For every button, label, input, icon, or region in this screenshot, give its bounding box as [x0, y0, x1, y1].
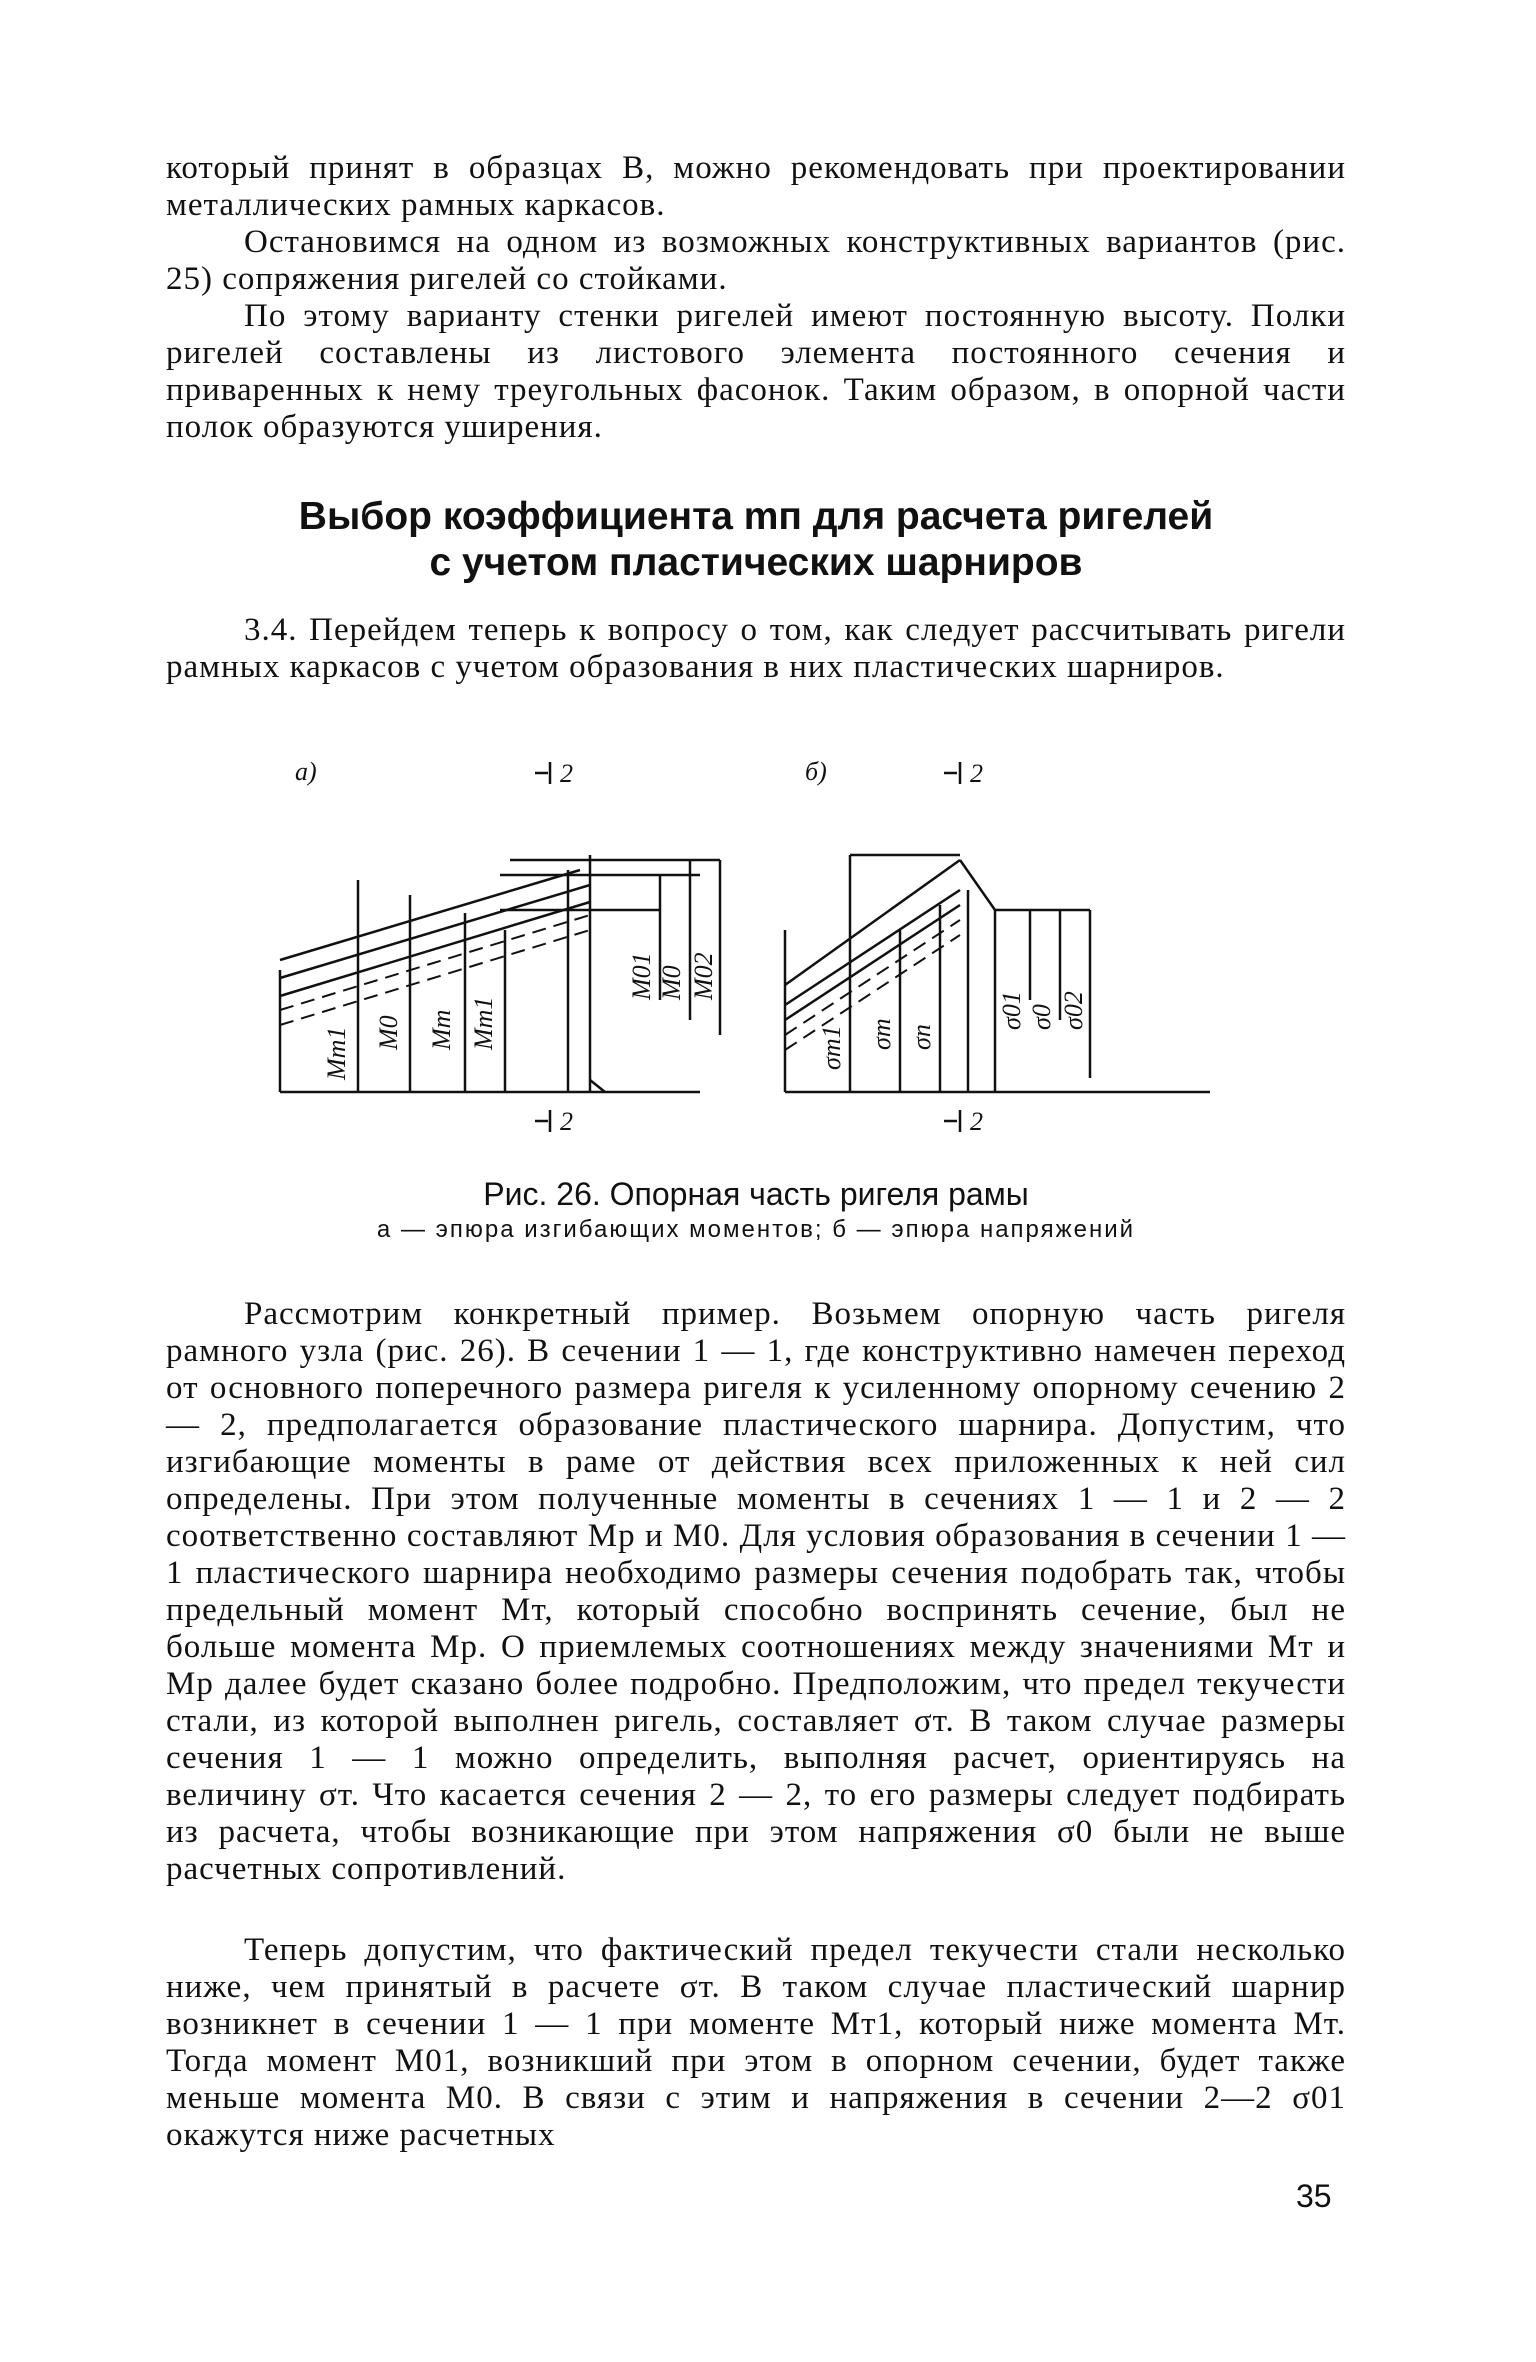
- section-heading-line2: с учетом пластических шарниров: [429, 541, 1083, 584]
- paragraph-variant: Остановимся на одном из возможных конструктивных вариантов (рис. 25) сопряжения ригелей со стойками.: [166, 224, 1346, 297]
- section-mark-2-b: 2: [970, 759, 983, 788]
- paragraph-yield-lower: Теперь допустим, что фактический предел текучести стали несколько ниже, чем принятый в расчете σт. В таком случае пластический шарнир возникнет в сечении 1 — 1 при моменте Мт1, который ниже момента Мт. Тогда момент М01, возникший при этом в опорном сечении, будет также меньше момента М0. В связи с этим и напряжения в сечении 2—2 σ01 окажутся ниже расчетных: [166, 1932, 1346, 2153]
- figure-caption-subtitle: а — эпюра изгибающих моментов; б — эпюра напряжений: [376, 1216, 1136, 1243]
- paragraph-description: По этому варианту стенки ригелей имеют постоянную высоту. Полки ригелей составлены из листового элемента постоянного сечения и приваренных к нему треугольных фасонок. Таким образом, в опорной части полок образуются уширения.: [166, 298, 1346, 445]
- label-mt1-left: Мт1: [322, 1026, 351, 1080]
- label-m02: М02: [689, 952, 718, 1000]
- section-intro-paragraph: 3.4. Перейдем теперь к вопросу о том, как следует рассчитывать ригели рамных каркасов с учетом образования в них пластических шарниров.: [166, 612, 1346, 685]
- label-mt1: Мт1: [469, 996, 498, 1050]
- label-sigma-0: σ0: [1027, 1004, 1056, 1030]
- label-m01: М01: [627, 952, 656, 1000]
- label-sigma-01: σ01: [997, 991, 1026, 1030]
- section-mark-1-a-bottom: 2: [560, 1107, 573, 1136]
- label-m0-left: М0: [374, 1015, 403, 1050]
- paragraph-continuation: который принят в образцах В, можно рекомендовать при проектировании металлических рамных каркасов.: [166, 150, 1346, 223]
- panel-b-label: б): [805, 757, 827, 786]
- page-number: 35: [1296, 2178, 1332, 2214]
- label-mt: Мт: [427, 1009, 456, 1050]
- label-sigma-t1: σт1: [817, 1025, 846, 1070]
- section-heading-line1: Выбор коэффициента mп для расчета ригелей: [298, 495, 1214, 538]
- label-sigma-t: σт: [867, 1018, 896, 1050]
- paragraph-example: Рассмотрим конкретный пример. Возьмем опорную часть ригеля рамного узла (рис. 26). В сечении 1 — 1, где конструктивно намечен переход от основного поперечного размера ригеля к усиленному опорному сечению 2 — 2, предполагается образование пластического шарнира. Допустим, что изгибающие моменты в раме от действия всех приложенных к ней сил определены. При этом полученные моменты в сечениях 1 — 1 и 2 — 2 соответственно составляют Мр и М0. Для условия образования в сечении 1 — 1 пластического шарнира необходимо размеры сечения подобрать так, чтобы предельный момент Мт, который способно воспринять сечение, был не больше момента Мр. О приемлемых соотношениях между значениями Мт и Мр далее будет сказано более подробно. Предположим, что предел текучести стали, из которой выполнен ригель, составляет σт. В таком случае размеры сечения 1 — 1 можно определить, выполняя расчет, ориентируясь на величину σт. Что касается сечения 2 — 2, то его размеры следует подбирать из расчета, чтобы возникающие при этом напряжения σ0 были не выше расчетных сопротивлений.: [166, 1296, 1346, 1887]
- figure-caption-title: Рис. 26. Опорная часть ригеля рамы: [483, 1176, 1029, 1212]
- label-m0: М0: [657, 965, 686, 1000]
- section-mark-2-b-bottom: 2: [970, 1107, 983, 1136]
- label-sigma-02: σ02: [1059, 991, 1088, 1030]
- label-sigma-p: σп: [907, 1024, 936, 1050]
- section-mark-1-a: 2: [560, 759, 573, 788]
- panel-a-label: а): [295, 757, 317, 786]
- figure-26: [260, 750, 1260, 1160]
